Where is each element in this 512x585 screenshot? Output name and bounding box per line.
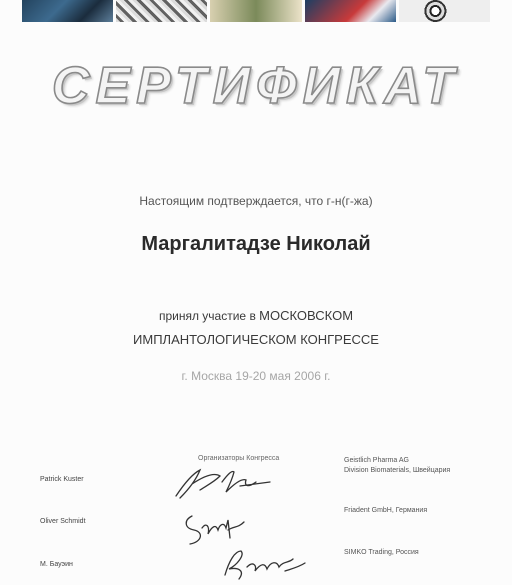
banner-photo	[399, 0, 490, 22]
signature-mark	[170, 462, 280, 504]
photo-banner	[22, 0, 490, 22]
organizers-label: Организаторы Конгресса	[198, 455, 280, 462]
recipient-name: Маргалитадзе Николай	[141, 233, 371, 255]
congress-line-1: МОСКОВСКОМ	[259, 308, 354, 323]
participation-statement	[0, 304, 512, 352]
congress-line-2: ИМПЛАНТОЛОГИЧЕСКОМ КОНГРЕССЕ	[133, 332, 379, 347]
participation-prefix: принял участие в	[158, 309, 260, 323]
signature-mark	[215, 545, 310, 585]
organizer-org	[344, 548, 419, 558]
organizer-org	[344, 506, 427, 516]
banner-photo	[210, 0, 301, 22]
signatory-name: М. Бауэин	[40, 561, 73, 568]
signatory-name: Oliver Schmidt	[40, 518, 86, 525]
organizer-org-line: SIMKO Trading, Россия	[344, 549, 419, 556]
organizer-org-line: Division Biomaterials, Швейцария	[344, 467, 451, 474]
organizer-org	[344, 456, 450, 476]
banner-photo	[305, 0, 396, 22]
organizer-org-line: Friadent GmbH, Германия	[344, 507, 428, 514]
organizer-org-line: Geistlich Pharma AG	[344, 457, 409, 464]
banner-photo	[22, 0, 113, 22]
confirmation-text: Настоящим подтверждается, что г-н(г-жа)	[139, 194, 373, 208]
certificate-title: СЕРТИФИКАТ	[51, 57, 461, 115]
banner-photo	[116, 0, 207, 22]
place-and-date: г. Москва 19-20 мая 2006 г.	[181, 369, 331, 383]
signatory-name: Patrick Kuster	[40, 476, 84, 483]
